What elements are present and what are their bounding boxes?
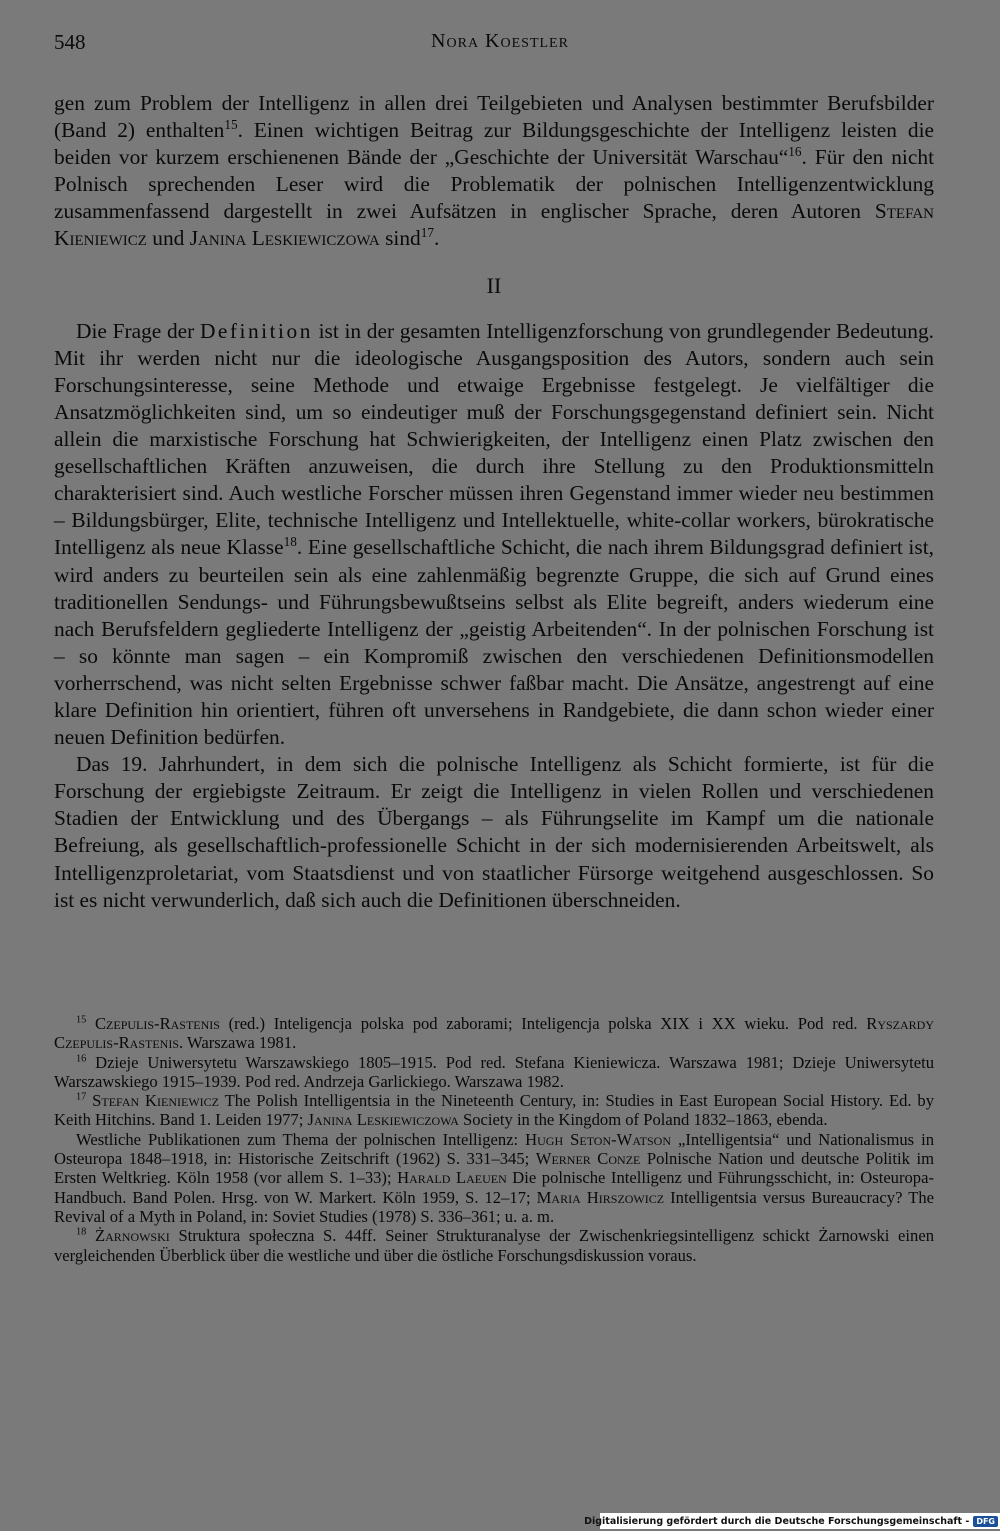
footnote-ref-16: 16 bbox=[788, 144, 802, 160]
text-run: . bbox=[434, 226, 440, 251]
text-run: Die polnische Intelligenz und Führungsschicht, in: Osteuropa-Handbuch. Band Polen. Hrsg. von W. Markert. Köln 1959, S. 12–17; bbox=[54, 1168, 934, 1207]
author-name: Żarnowski bbox=[94, 1226, 170, 1246]
digitization-credit: Digitalisierung gefördert durch die Deutsche Forschungsgemeinschaft - bbox=[584, 1515, 970, 1527]
author-name: Janina Leskiewiczowa bbox=[307, 1110, 459, 1130]
footnote-number: 18 bbox=[76, 1226, 87, 1238]
body-text bbox=[54, 90, 934, 914]
text-run: „Intelligentsia“ und Nationalismus in Osteuropa 1848–1918, in: Historische Zeitschrift (1962) S. 331–345; bbox=[54, 1129, 935, 1169]
author-name: Ryszardy Czepulis-Rastenis bbox=[54, 1014, 934, 1053]
text-run: The Polish Intelligentsia in the Nineteenth Century, in: Studies in East European Social History. Ed. by Keith Hitchins. Band 1. Leiden 1977; bbox=[54, 1091, 934, 1130]
footnote-number: 16 bbox=[76, 1053, 87, 1065]
text-run: Intelligentsia versus Bureaucracy? The Revival of a Myth in Poland, in: Soviet Studies (1978) S. 336–361; u. a. m. bbox=[54, 1187, 934, 1226]
footnote-ref-17: 17 bbox=[420, 225, 435, 241]
text-run: . Für den nicht Polnisch sprechenden Leser wird die Problematik der polnischen Intelligenzentwicklung zusammenfassend dargestellt in zwei Aufsätzen in englischer Sprache, deren Autoren bbox=[54, 145, 935, 224]
text-run: und bbox=[146, 226, 190, 251]
text-run: (red.) Inteligencja polska pod zaborami; Inteligencja polska XIX i XX wieku. Pod red. bbox=[219, 1014, 867, 1033]
footnote-17-continued bbox=[54, 1130, 934, 1226]
footnotes bbox=[54, 1014, 934, 1265]
author-name: Janina Leskiewiczowa bbox=[189, 226, 380, 251]
paragraph-1 bbox=[54, 90, 934, 253]
author-name: Stefan Kieniewicz bbox=[92, 1091, 219, 1111]
section-number: II bbox=[486, 272, 502, 298]
text-run: Struktura społeczna S. 44ff. Seiner Strukturanalyse der Zwischenkriegsintelligenz schickt Żarnowski einen vergleichenden Überblick über die westliche und über die östliche Forschungsdiskussion voraus. bbox=[54, 1226, 934, 1265]
author-name: Czepulis-Rastenis bbox=[94, 1014, 220, 1033]
text-run: . Warszawa 1981. bbox=[179, 1033, 297, 1053]
author-name: Stefan Kieniewicz bbox=[54, 199, 934, 251]
text-run: Die Frage der bbox=[76, 318, 200, 343]
emphasis-term: Definition bbox=[199, 318, 313, 343]
dfg-logo-icon: DFG bbox=[973, 1516, 998, 1527]
footnote-15 bbox=[54, 1014, 934, 1053]
footnote-number: 17 bbox=[76, 1091, 87, 1103]
author-name: Werner Conze bbox=[535, 1149, 641, 1169]
author-name: Harald Laeuen bbox=[397, 1168, 507, 1188]
footnote-16 bbox=[54, 1053, 934, 1092]
digitization-credit-bar bbox=[584, 1513, 1000, 1529]
text-run: Westliche Publikationen zum Thema der polnischen Intelligenz: bbox=[76, 1129, 526, 1149]
footnote-17 bbox=[54, 1091, 934, 1130]
paragraph-3: Das 19. Jahrhundert, in dem sich die polnische Intelligenz als Schicht formierte, ist für die Forschung der ergiebigste Zeitraum. Er zeigt die Intelligenz in vielen Rollen und verschiedenen Stadien der Entwicklung und des Übergangs – als Führungselite im Kampf um die nationale Befreiung, als gesellschaftlich-professionelle Schicht in der sich modernisierenden Arbeitswelt, als Intelligenzproletariat, vom Staatsdienst und von staatlicher Fürsorge weitgehend ausgeschlossen. So ist es nicht verwunderlich, daß sich auch die Definitionen überschneiden. bbox=[54, 752, 934, 912]
page-number: 548 bbox=[54, 30, 86, 54]
text-run: gen zum Problem der Intelligenz in allen drei Teilgebieten und Analysen bestimmter Berufsbilder (Band 2) enthalten bbox=[54, 91, 934, 143]
paragraph-2 bbox=[54, 318, 934, 752]
text-run: . Eine gesellschaftliche Schicht, die nach ihrem Bildungsgrad definiert ist, wird anders zu beurteilen sein als eine zahlenmäßig begrenzte Gruppe, die sich auf Grund eines traditionellen Sendungs- und Führungsbewußtseins selbst als Elite begreift, anders wiederum eine nach Berufsfeldern gegliederte Intelligenz der „geistig Arbeitenden“. In der polnischen Forschung ist – so könnte man sagen – ein Kompromiß zwischen den verschiedenen Definitionsmodellen vorherrschend, was nicht selten Ergebnisse schwer faßbar macht. Die Ansätze, angestrengt auf eine klare Definition hin orientiert, führen oft unversehens in Randgebiete, die dann schon wieder einer neuen Definition bedürfen. bbox=[54, 535, 934, 750]
text-run: . Einen wichtigen Beitrag zur Bildungsgeschichte der Intelligenz leisten die beiden vor kurzem erschienenen Bände der „Geschichte der Universität Warschau“ bbox=[54, 118, 935, 170]
running-head: Nora Koestler bbox=[431, 30, 569, 52]
text-run: Dzieje Uniwersytetu Warszawskiego 1805–1915. Pod red. Stefana Kieniewicza. Warszawa 1981; Dzieje Uniwersytetu Warszawskiego 1915–1939. Pod red. Andrzeja Garlickiego. Warszawa 1982. bbox=[54, 1052, 934, 1091]
text-run: sind bbox=[379, 226, 421, 251]
page-header bbox=[54, 30, 946, 62]
footnote-ref-18: 18 bbox=[283, 534, 297, 550]
text-run: Society in the Kingdom of Poland 1832–1863, ebenda. bbox=[458, 1110, 828, 1130]
footnote-18 bbox=[54, 1226, 934, 1265]
footnote-ref-15: 15 bbox=[224, 116, 238, 132]
text-run: ist in der gesamten Intelligenzforschung von grundlegender Bedeutung. Mit ihr werden nicht nur die ideologische Ausgangsposition des Autors, sondern auch sein Forschungsinteresse, seine Methode und etwaige Ergebnisse festgelegt. Je vielfältiger die Ansatzmöglichkeiten sind, um so eindeutiger muß der Forschungsgegenstand definiert sein. Nicht allein die marxistische Forschung hat Schwierigkeiten, der Intelligenz einen Platz zwischen den gesellschaftlichen Kräften anzuweisen, die durch ihre Stellung zu den Produktionsmitteln charakterisiert sind. Auch westliche Forscher müssen ihren Gegenstand immer wieder neu bestimmen – Bildungsbürger, Elite, technische Intelligenz und Intellektuelle, white-collar workers, bürokratische Intelligenz als neue Klasse bbox=[54, 318, 934, 560]
author-name: Maria Hirszowicz bbox=[536, 1187, 665, 1207]
footnote-number: 15 bbox=[76, 1014, 87, 1026]
text-run: Polnische Nation und deutsche Politik im Ersten Weltkrieg. Köln 1958 (vor allem S. 1–33); bbox=[54, 1149, 934, 1188]
author-name: Hugh Seton-Watson bbox=[525, 1129, 671, 1149]
